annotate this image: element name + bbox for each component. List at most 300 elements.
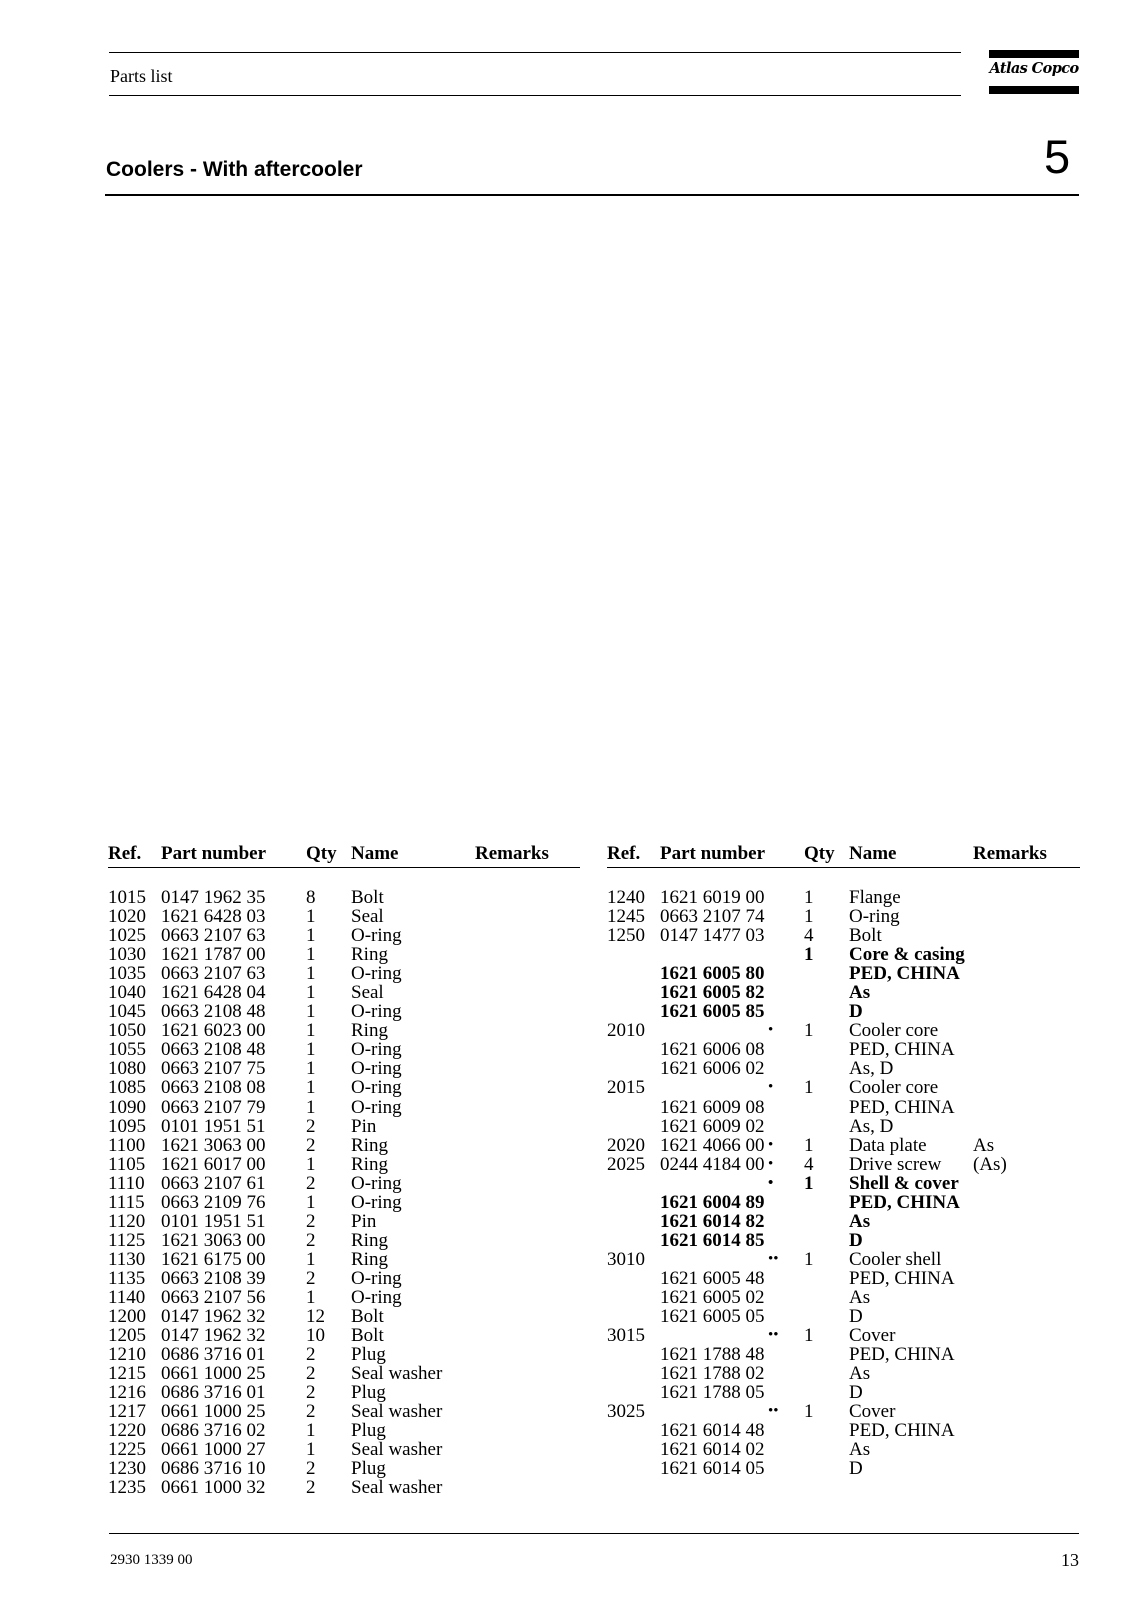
ref-cell: 1225 <box>108 1439 146 1461</box>
qty-cell: 1 <box>804 887 814 908</box>
name-cell: Ring <box>351 1020 388 1042</box>
name-cell: Ring <box>351 1229 388 1251</box>
table-row <box>607 1136 1080 1155</box>
qty-cell: 1 <box>306 963 316 985</box>
table-row <box>108 1250 580 1269</box>
ref-cell: 2025 <box>607 1153 645 1175</box>
name-cell: Pin <box>351 1210 377 1232</box>
logo-bar-bottom <box>989 86 1079 94</box>
name-cell: Plug <box>351 1344 386 1366</box>
qty-cell: 4 <box>804 1153 814 1175</box>
qty-cell: 2 <box>306 1477 316 1499</box>
table-row <box>607 1021 1080 1040</box>
qty-cell: 1 <box>804 1248 814 1270</box>
ref-cell: 1080 <box>108 1058 146 1080</box>
table-row <box>607 926 1080 945</box>
table-row <box>607 1288 1080 1307</box>
table-row <box>607 1440 1080 1459</box>
logo-bar-top <box>989 50 1079 58</box>
ref-cell: 1105 <box>108 1153 146 1175</box>
qty-cell: 2 <box>306 1382 316 1404</box>
ref-cell: 1020 <box>108 906 146 928</box>
name-cell: Shell & cover <box>849 1172 959 1194</box>
logo-text: Atlas Copco <box>989 60 1079 77</box>
qty-cell: 1 <box>306 1248 316 1270</box>
table-row <box>607 1059 1080 1078</box>
section-title: Coolers - With aftercooler <box>106 158 363 181</box>
bullet-marker: • <box>768 1136 774 1153</box>
ref-cell: 1045 <box>108 1001 146 1023</box>
col-remarks-header: Remarks <box>973 843 1047 864</box>
bullet-marker: • <box>768 1155 774 1172</box>
part-number-cell: 0663 2107 75 <box>161 1058 266 1080</box>
bullet-marker: • <box>768 1022 774 1039</box>
qty-cell: 1 <box>306 1191 316 1213</box>
name-cell: Seal washer <box>351 1439 443 1461</box>
part-number-cell: 1621 1787 00 <box>161 944 266 966</box>
table-row <box>607 1269 1080 1288</box>
name-cell: PED, CHINA <box>849 1191 960 1213</box>
qty-cell: 2 <box>306 1172 316 1194</box>
part-number-cell: 1621 1788 05 <box>660 1382 765 1404</box>
name-cell: PED, CHINA <box>849 1344 955 1366</box>
name-cell: O-ring <box>351 1191 402 1213</box>
ref-cell: 2020 <box>607 1134 645 1156</box>
part-number-cell: 0663 2107 56 <box>161 1286 266 1308</box>
part-number-cell: 0663 2109 76 <box>161 1191 266 1213</box>
table-row <box>108 1155 580 1174</box>
name-cell: Seal washer <box>351 1363 443 1385</box>
table-row <box>108 1364 580 1383</box>
part-number-cell: 1621 6005 48 <box>660 1267 765 1289</box>
part-number-cell: 0663 2108 39 <box>161 1267 266 1289</box>
table-row <box>108 926 580 945</box>
name-cell: PED, CHINA <box>849 963 960 985</box>
name-cell: As <box>849 1439 871 1461</box>
part-number-cell: 0663 2107 63 <box>161 925 266 947</box>
part-number-cell: 0147 1962 32 <box>161 1306 266 1328</box>
name-cell: O-ring <box>351 925 402 947</box>
part-number-cell: 1621 3063 00 <box>161 1229 266 1251</box>
name-cell: Data plate <box>849 1134 927 1156</box>
name-cell: As <box>849 1363 871 1385</box>
part-number-cell: 0663 2107 79 <box>161 1096 266 1118</box>
table-row <box>108 1136 580 1155</box>
qty-cell: 2 <box>306 1363 316 1385</box>
part-number-cell: 1621 6019 00 <box>660 887 765 908</box>
name-cell: Bolt <box>849 925 882 947</box>
name-cell: Seal washer <box>351 1477 443 1499</box>
name-cell: Ring <box>351 1134 388 1156</box>
qty-cell: 1 <box>306 1096 316 1118</box>
parts-table-left <box>108 842 580 1499</box>
ref-cell: 1235 <box>108 1477 146 1499</box>
ref-cell: 1250 <box>607 925 645 947</box>
col-part-number-header: Part number <box>161 843 267 864</box>
ref-cell: 1040 <box>108 982 146 1004</box>
ref-cell: 1200 <box>108 1306 146 1328</box>
name-cell: As <box>849 1286 871 1308</box>
qty-cell: 1 <box>306 1001 316 1023</box>
name-cell: Cover <box>849 1401 896 1423</box>
qty-cell: 2 <box>306 1401 316 1423</box>
name-cell: O-ring <box>351 1286 402 1308</box>
part-number-cell: 1621 3063 00 <box>161 1134 266 1156</box>
table-row <box>607 1421 1080 1440</box>
qty-cell: 1 <box>306 1020 316 1042</box>
ref-cell: 1240 <box>607 887 645 908</box>
part-number-cell: 0147 1962 35 <box>161 887 266 908</box>
qty-cell: 2 <box>306 1210 316 1232</box>
name-cell: O-ring <box>351 1001 402 1023</box>
section-number: 5 <box>1044 130 1071 183</box>
qty-cell: 1 <box>306 1039 316 1061</box>
header-rule-top <box>109 52 961 53</box>
qty-cell: 1 <box>804 1020 814 1042</box>
part-number-cell: 0686 3716 02 <box>161 1420 266 1442</box>
parts-table-right <box>607 842 1080 1480</box>
table-row <box>607 1250 1080 1269</box>
bullet-marker: •• <box>768 1403 779 1420</box>
name-cell: O-ring <box>351 1077 402 1099</box>
header-rule-bottom <box>109 95 961 96</box>
table-row <box>108 1345 580 1364</box>
qty-cell: 1 <box>306 1420 316 1442</box>
name-cell: O-ring <box>351 1172 402 1194</box>
qty-cell: 10 <box>306 1325 325 1347</box>
part-number-cell: 0686 3716 10 <box>161 1458 266 1480</box>
table-row <box>108 1459 580 1478</box>
part-number-cell: 1621 6175 00 <box>161 1248 266 1270</box>
part-number-cell: 1621 6428 04 <box>161 982 266 1004</box>
name-cell: O-ring <box>351 1058 402 1080</box>
qty-cell: 2 <box>306 1115 316 1137</box>
ref-cell: 1245 <box>607 906 645 928</box>
ref-cell: 1140 <box>108 1286 146 1308</box>
name-cell: Ring <box>351 1248 388 1270</box>
ref-cell: 1115 <box>108 1191 145 1213</box>
table-row <box>108 1421 580 1440</box>
qty-cell: 1 <box>804 1172 814 1194</box>
col-qty-header: Qty <box>804 843 835 864</box>
bullet-marker: • <box>768 1079 774 1096</box>
col-ref-header: Ref. <box>108 843 142 864</box>
qty-cell: 1 <box>804 1077 814 1099</box>
qty-cell: 2 <box>306 1267 316 1289</box>
ref-cell: 1230 <box>108 1458 146 1480</box>
table-row <box>108 1212 580 1231</box>
part-number-cell: 1621 6004 89 <box>660 1191 765 1213</box>
table-row <box>607 964 1080 983</box>
name-cell: D <box>849 1382 863 1404</box>
table-row <box>607 1383 1080 1402</box>
table-row <box>607 1231 1080 1250</box>
ref-cell: 1035 <box>108 963 146 985</box>
part-number-cell: 1621 6005 05 <box>660 1306 765 1328</box>
name-cell: O-ring <box>849 906 900 928</box>
name-cell: Drive screw <box>849 1153 942 1175</box>
part-number-cell: 0661 1000 25 <box>161 1363 266 1385</box>
part-number-cell: 1621 6017 00 <box>161 1153 266 1175</box>
table-header <box>607 842 1080 865</box>
ref-cell: 1205 <box>108 1325 146 1347</box>
table-header <box>108 842 580 865</box>
table-row <box>607 1364 1080 1383</box>
table-row <box>108 1040 580 1059</box>
part-number-cell: 1621 4066 00 <box>660 1134 765 1156</box>
table-header-rule <box>108 867 580 868</box>
part-number-cell: 1621 6014 48 <box>660 1420 765 1442</box>
document-number: 2930 1339 00 <box>110 1552 193 1568</box>
name-cell: D <box>849 1306 863 1328</box>
remarks-cell: (As) <box>973 1153 1007 1175</box>
name-cell: Seal <box>351 906 384 928</box>
qty-cell: 1 <box>804 1401 814 1423</box>
ref-cell: 1090 <box>108 1096 146 1118</box>
table-header-rule <box>607 867 1080 868</box>
part-number-cell: 1621 6005 85 <box>660 1001 765 1023</box>
ref-cell: 1216 <box>108 1382 146 1404</box>
qty-cell: 1 <box>306 1286 316 1308</box>
table-row <box>108 964 580 983</box>
ref-cell: 1220 <box>108 1420 146 1442</box>
atlas-copco-logo <box>989 50 1079 95</box>
name-cell: Bolt <box>351 1325 384 1347</box>
name-cell: As <box>849 982 871 1004</box>
table-row <box>108 1078 580 1097</box>
table-row <box>108 1478 580 1497</box>
table-row <box>607 1402 1080 1421</box>
qty-cell: 2 <box>306 1229 316 1251</box>
table-row <box>607 1002 1080 1021</box>
ref-cell: 2010 <box>607 1020 645 1042</box>
qty-cell: 8 <box>306 887 316 908</box>
ref-cell: 1110 <box>108 1172 145 1194</box>
part-number-cell: 0661 1000 25 <box>161 1401 266 1423</box>
ref-cell: 3010 <box>607 1248 645 1270</box>
bullet-marker: • <box>768 1174 774 1191</box>
qty-cell: 1 <box>306 1439 316 1461</box>
bullet-marker: •• <box>768 1327 779 1344</box>
part-number-cell: 0244 4184 00 <box>660 1153 765 1175</box>
part-number-cell: 1621 1788 02 <box>660 1363 765 1385</box>
header-title: Parts list <box>110 66 173 86</box>
qty-cell: 1 <box>306 925 316 947</box>
footer-rule <box>109 1533 1079 1534</box>
table-row <box>607 1212 1080 1231</box>
name-cell: Flange <box>849 887 901 908</box>
table-body <box>108 888 580 1498</box>
name-cell: Ring <box>351 944 388 966</box>
name-cell: O-ring <box>351 1267 402 1289</box>
table-row <box>108 1002 580 1021</box>
part-number-cell: 1621 6009 02 <box>660 1115 765 1137</box>
ref-cell: 1125 <box>108 1229 146 1251</box>
col-ref-header: Ref. <box>607 843 641 864</box>
table-row <box>108 907 580 926</box>
table-row <box>607 1193 1080 1212</box>
ref-cell: 1210 <box>108 1344 146 1366</box>
qty-cell: 1 <box>804 906 814 928</box>
table-row <box>607 1155 1080 1174</box>
name-cell: Bolt <box>351 887 384 908</box>
ref-cell: 3015 <box>607 1325 645 1347</box>
ref-cell: 1055 <box>108 1039 146 1061</box>
part-number-cell: 1621 6009 08 <box>660 1096 765 1118</box>
table-row <box>108 1383 580 1402</box>
ref-cell: 1120 <box>108 1210 146 1232</box>
name-cell: Cooler core <box>849 1020 939 1042</box>
name-cell: PED, CHINA <box>849 1096 955 1118</box>
table-row <box>607 1174 1080 1193</box>
ref-cell: 1050 <box>108 1020 146 1042</box>
col-qty-header: Qty <box>306 843 337 864</box>
ref-cell: 1130 <box>108 1248 146 1270</box>
name-cell: D <box>849 1229 863 1251</box>
qty-cell: 1 <box>306 944 316 966</box>
part-number-cell: 1621 6006 08 <box>660 1039 765 1061</box>
part-number-cell: 0663 2108 48 <box>161 1039 266 1061</box>
name-cell: Core & casing <box>849 944 965 966</box>
table-row <box>108 1269 580 1288</box>
name-cell: Ring <box>351 1153 388 1175</box>
part-number-cell: 0147 1962 32 <box>161 1325 266 1347</box>
qty-cell: 1 <box>306 1058 316 1080</box>
table-row <box>108 1117 580 1136</box>
table-row <box>607 1307 1080 1326</box>
col-name-header: Name <box>351 843 399 864</box>
part-number-cell: 0663 2107 61 <box>161 1172 266 1194</box>
table-row <box>108 1307 580 1326</box>
part-number-cell: 1621 6006 02 <box>660 1058 765 1080</box>
ref-cell: 1135 <box>108 1267 146 1289</box>
name-cell: O-ring <box>351 963 402 985</box>
part-number-cell: 1621 6005 80 <box>660 963 765 985</box>
part-number-cell: 0147 1477 03 <box>660 925 765 947</box>
qty-cell: 1 <box>804 944 814 966</box>
name-cell: As, D <box>849 1115 894 1137</box>
bullet-marker: •• <box>768 1250 779 1267</box>
part-number-cell: 1621 6023 00 <box>161 1020 266 1042</box>
part-number-cell: 1621 6005 02 <box>660 1286 765 1308</box>
part-number-cell: 1621 6014 05 <box>660 1458 765 1480</box>
ref-cell: 1095 <box>108 1115 146 1137</box>
table-body <box>607 888 1080 1478</box>
qty-cell: 1 <box>804 1134 814 1156</box>
name-cell: O-ring <box>351 1039 402 1061</box>
name-cell: D <box>849 1458 863 1480</box>
part-number-cell: 1621 6014 02 <box>660 1439 765 1461</box>
table-row <box>108 1288 580 1307</box>
table-row <box>607 1345 1080 1364</box>
table-row <box>607 1078 1080 1097</box>
qty-cell: 12 <box>306 1306 325 1328</box>
part-number-cell: 0663 2108 48 <box>161 1001 266 1023</box>
part-number-cell: 1621 6005 82 <box>660 982 765 1004</box>
ref-cell: 1085 <box>108 1077 146 1099</box>
part-number-cell: 0686 3716 01 <box>161 1382 266 1404</box>
qty-cell: 1 <box>306 1153 316 1175</box>
part-number-cell: 0101 1951 51 <box>161 1115 266 1137</box>
table-row <box>607 945 1080 964</box>
ref-cell: 1217 <box>108 1401 146 1423</box>
name-cell: As <box>849 1210 871 1232</box>
qty-cell: 1 <box>804 1325 814 1347</box>
name-cell: Pin <box>351 1115 377 1137</box>
table-row <box>607 907 1080 926</box>
part-number-cell: 0661 1000 27 <box>161 1439 266 1461</box>
qty-cell: 1 <box>306 906 316 928</box>
part-number-cell: 1621 6014 85 <box>660 1229 765 1251</box>
part-number-cell: 1621 1788 48 <box>660 1344 765 1366</box>
table-row <box>108 1174 580 1193</box>
part-number-cell: 0661 1000 32 <box>161 1477 266 1499</box>
qty-cell: 2 <box>306 1458 316 1480</box>
name-cell: Seal <box>351 982 384 1004</box>
ref-cell: 1100 <box>108 1134 146 1156</box>
name-cell: PED, CHINA <box>849 1039 955 1061</box>
table-row <box>607 1459 1080 1478</box>
qty-cell: 4 <box>804 925 814 947</box>
name-cell: O-ring <box>351 1096 402 1118</box>
table-row <box>607 1326 1080 1345</box>
part-number-cell: 1621 6428 03 <box>161 906 266 928</box>
qty-cell: 2 <box>306 1344 316 1366</box>
col-part-number-header: Part number <box>660 843 766 864</box>
table-row <box>607 1117 1080 1136</box>
name-cell: As, D <box>849 1058 894 1080</box>
ref-cell: 1025 <box>108 925 146 947</box>
col-name-header: Name <box>849 843 897 864</box>
table-row <box>108 1098 580 1117</box>
part-number-cell: 0663 2107 74 <box>660 906 765 928</box>
qty-cell: 2 <box>306 1134 316 1156</box>
table-row <box>108 1231 580 1250</box>
qty-cell: 1 <box>306 982 316 1004</box>
table-row <box>607 1040 1080 1059</box>
name-cell: Plug <box>351 1420 386 1442</box>
col-remarks-header: Remarks <box>475 843 549 864</box>
name-cell: Cover <box>849 1325 896 1347</box>
table-row <box>108 1402 580 1421</box>
table-row <box>108 1059 580 1078</box>
name-cell: Bolt <box>351 1306 384 1328</box>
table-row <box>108 888 580 907</box>
name-cell: Plug <box>351 1382 386 1404</box>
qty-cell: 1 <box>306 1077 316 1099</box>
table-row <box>607 888 1080 907</box>
part-number-cell: 1621 6014 82 <box>660 1210 765 1232</box>
part-number-cell: 0686 3716 01 <box>161 1344 266 1366</box>
page-number: 13 <box>1061 1550 1079 1570</box>
table-row <box>607 983 1080 1002</box>
section-rule <box>105 194 1079 196</box>
ref-cell: 1215 <box>108 1363 146 1385</box>
name-cell: D <box>849 1001 863 1023</box>
table-row <box>108 1440 580 1459</box>
table-row <box>108 983 580 1002</box>
table-row <box>607 1098 1080 1117</box>
name-cell: Plug <box>351 1458 386 1480</box>
table-row <box>108 945 580 964</box>
part-number-cell: 0663 2107 63 <box>161 963 266 985</box>
part-number-cell: 0663 2108 08 <box>161 1077 266 1099</box>
ref-cell: 3025 <box>607 1401 645 1423</box>
part-number-cell: 0101 1951 51 <box>161 1210 266 1232</box>
table-row <box>108 1326 580 1345</box>
name-cell: Cooler shell <box>849 1248 942 1270</box>
table-row <box>108 1021 580 1040</box>
